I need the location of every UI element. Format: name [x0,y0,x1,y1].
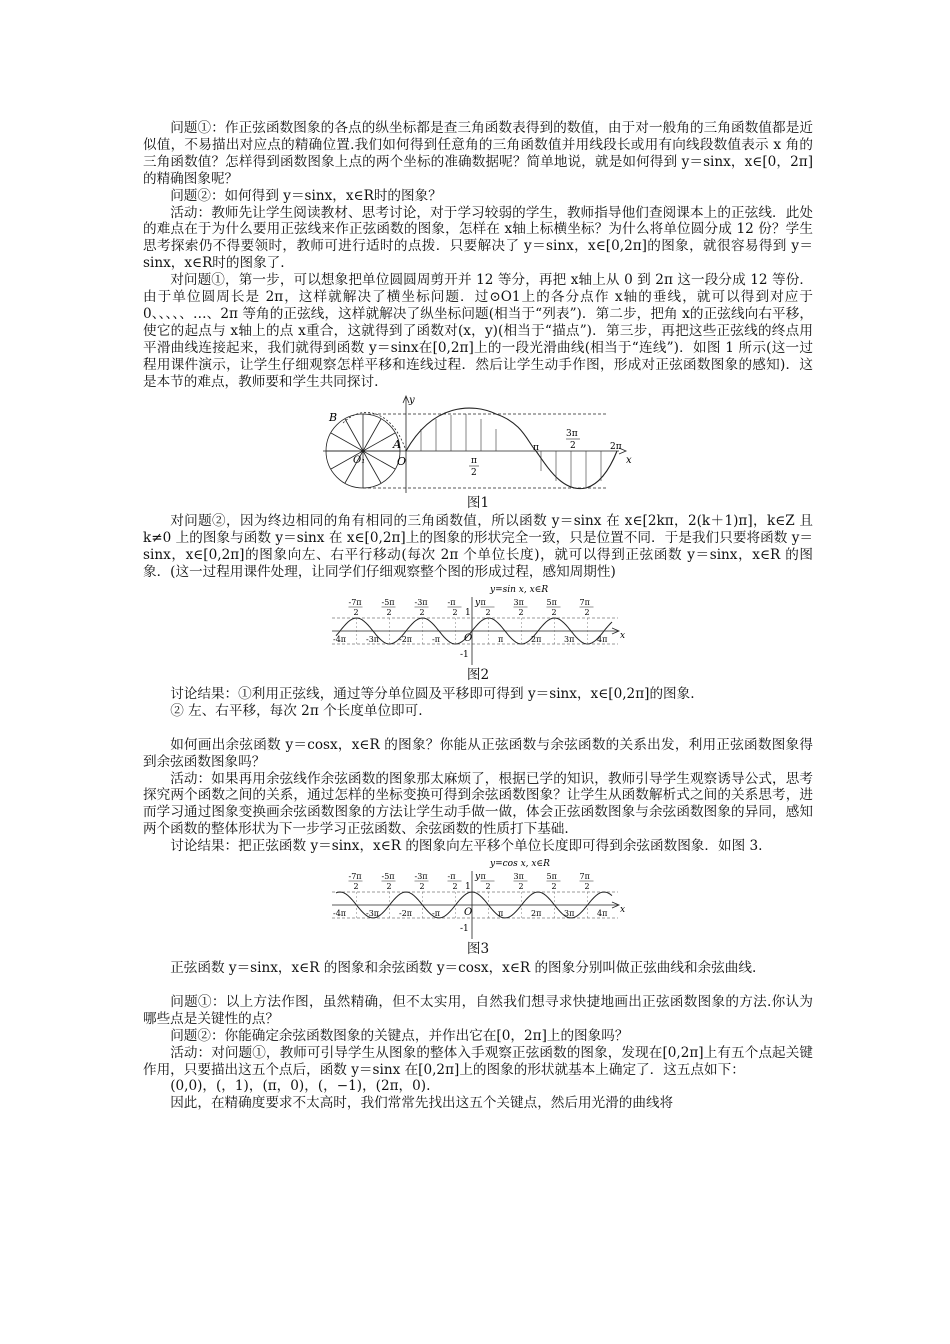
tick-label-top: π [480,872,486,882]
tick-label-top: -7π [348,598,362,608]
tick-label-top: -7π [348,872,362,882]
tick-label-top: -π [447,598,456,608]
sine-curve [406,408,617,489]
tick-label-top: 7π [579,598,590,608]
paragraph: ② 左、右平移，每次 2π 个长度单位即可. [170,702,423,719]
tick-pi: π [533,442,539,453]
fig3-title: y=cos x, x∈R [490,859,550,870]
tick-label-top-den: 2 [419,608,425,618]
tick-label-top-den: 2 [452,882,458,892]
tick-label-top-den: 2 [386,608,392,618]
fig2-title: y=sin x, x∈R [490,585,549,596]
tick-label-top: 3π [513,598,524,608]
tick-label-top: 5π [546,872,557,882]
tick-3pi-num: 3π [566,428,578,439]
tick-label-bottom: 3π [564,635,575,645]
tick-label-top: 5π [546,598,557,608]
label-x: x [620,631,626,642]
figure-3-cosine-curve [328,857,628,941]
label-y: y [475,598,481,609]
paragraph: 对问题①，第一步，可以想象把单位圆圆周剪开并 12 等分，再把 x轴上从 0 到 2π 这一段分成 12 等份．由于单位圆周长是 2π，这样就解决了横坐标问题．过⊙O1上的各分点作 x轴的垂线，就可以得到对应于 0、、、、、…、2π 等角的正弦线，这样就解决了纵坐标问题(相当于“列表”)．第二步，把角 x的正弦线向右平移，使它的起点与 x轴上的点 x重合，这就得到了函数对(x，y)(相当于“描点”)．第三步，再把这些正弦线的终点用平滑曲线连接起来，我们就得到函数 y＝sinx在[0,2π]上的一段光滑曲线(相当于“连线”)．如图 1 所示(这一过程用课件演示，让学生仔细观察怎样平移和连线过程．然后让学生动手作图，形成对正弦函数图象的感知)．这是本节的难点，教师要和学生共同探讨. [143,272,813,390]
tick-label-bottom: -2π [399,635,413,645]
paragraph: 活动：如果再用余弦线作余弦函数的图象那太麻烦了，根据已学的知识，教师引导学生观察诱导公式，思考探究两个函数之间的关系，通过怎样的坐标变换可得到余弦函数图象？让学生从函数解析式之间的关系思考，进而学习通过图象变换画余弦函数图象的方法让学生动手做一做，体会正弦函数图象与余弦函数图象的异同，感知两个函数的整体形状为下一步学习正弦函数、余弦函数的性质打下基础. [143,770,813,838]
tick-pi2-den: 2 [471,467,477,478]
figure-caption: 图1 [466,494,490,511]
tick-label-bottom: -4π [333,635,347,645]
figure-caption: 图3 [466,941,490,958]
paragraph: 讨论结果：①利用正弦线，通过等分单位圆及平移即可得到 y＝sinx，x∈[0,2π]的图象. [170,685,695,702]
paragraph: 问题①：以上方法作图，虽然精确，但不太实用，自然我们想寻求快捷地画出正弦函数图象的方法.你认为哪些点是关键性的点？ [143,993,813,1027]
tick-label-top-den: 2 [386,882,392,892]
tick-label-bottom: -3π [366,909,380,919]
paragraph: 问题①：作正弦函数图象的各点的纵坐标都是查三角函数表得到的数值，由于对一般角的三角函数值都是近似值，不易描出对应点的精确位置.我们如何得到任意角的三角函数值并用线段长或用有向线段数值表示 x 角的三角函数值？怎样得到函数图象上点的两个坐标的准确数据呢？简单地说，就是如何得到 y＝sinx，x∈[0，2π]的精确图象呢？ [143,120,813,187]
tick-label-top: -3π [414,598,428,608]
paragraph: 讨论结果：把正弦函数 y＝sinx，x∈R 的图象向左平移个单位长度即可得到余弦函数图象．如图 3. [170,838,763,855]
label-o1: O₁ [353,454,366,466]
label-y: y [409,394,415,406]
tick-label-top: -5π [381,872,395,882]
tick-label-bottom: 2π [531,909,542,919]
tick-label-bottom: 4π [597,635,608,645]
tick-label-top-den: 2 [584,608,590,618]
paragraph: 问题②：你能确定余弦函数图象的关键点，并作出它在[0，2π]上的图象吗？ [170,1027,629,1044]
paragraph: 活动：对问题①，教师可引导学生从图象的整体入手观察正弦函数的图象，发现在[0,2π]上有五个点起关键作用，只要描出这五个点后，函数 y＝sinx 在[0,2π]上的图象的形状就基本上确定了．这五点如下： [143,1044,813,1078]
label-neg-one: -1 [460,650,469,661]
label-a: A [393,437,401,451]
tick-label-top-den: 2 [419,882,425,892]
label-x: x [626,454,632,466]
tick-label-top-den: 2 [485,882,491,892]
tick-label-bottom: -π [432,635,440,645]
label-y: y [475,872,481,883]
label-o: O [397,454,407,468]
tick-label-top-den: 2 [353,882,359,892]
label-neg-one: -1 [460,924,469,935]
tick-label-bottom: 3π [564,909,575,919]
tick-label-top: -3π [414,872,428,882]
figure-2-sine-curve [328,583,628,667]
tick-3pi-den: 2 [570,440,576,451]
tick-label-bottom: -π [432,909,440,919]
tick-label-top: -π [447,872,456,882]
label-one: 1 [465,608,471,619]
tick-label-top-den: 2 [584,882,590,892]
paragraph: 活动：教师先让学生阅读教材、思考讨论，对于学习较弱的学生，教师指导他们查阅课本上的正弦线．此处的难点在于为什么要用正弦线来作正弦函数的图象，怎样在 x轴上标横坐标？为什么将单位圆分成 12 份？学生思考探索仍不得要领时，教师可进行适时的点拨．只要解决了 y＝sinx，x∈[0,2π]的图象，就很容易得到 y＝sinx，x∈R时的图象了. [143,204,813,272]
label-b: B [329,410,338,424]
tick-pi2-num: π [471,455,477,466]
label-o: O [464,633,473,645]
tick-label-bottom: π [498,635,504,645]
tick-label-top-den: 2 [452,608,458,618]
label-one: 1 [465,882,471,893]
tick-label-top: -5π [381,598,395,608]
tick-label-bottom: 4π [597,909,608,919]
paragraph: (0,0)，(，1)，(π，0)，(，−1)，(2π，0). [170,1078,431,1095]
paragraph: 如何画出余弦函数 y＝cosx，x∈R 的图象？你能从正弦函数与余弦函数的关系出发，利用正弦函数图象得到余弦函数图象吗？ [143,736,813,770]
tick-label-top-den: 2 [551,882,557,892]
paragraph: 正弦函数 y＝sinx，x∈R 的图象和余弦函数 y＝cosx，x∈R 的图象分别叫做正弦曲线和余弦曲线. [170,960,757,976]
paragraph: 问题②：如何得到 y＝sinx，x∈R时的图象？ [170,187,442,204]
tick-label-bottom: -4π [333,909,347,919]
tick-label-top-den: 2 [485,608,491,618]
figure-caption: 图2 [466,667,490,684]
tick-label-top: 7π [579,872,590,882]
tick-label-bottom: π [498,909,504,919]
label-o: O [464,907,473,919]
paragraph: 因此，在精确度要求不太高时，我们常常先找出这五个关键点，然后用光滑的曲线将 [170,1095,674,1112]
figure-1-sine-construction [323,393,633,495]
document-page [143,120,813,1112]
tick-label-top-den: 2 [518,608,524,618]
tick-label-bottom: -3π [366,635,380,645]
tick-2pi: 2π [610,441,622,452]
tick-label-top-den: 2 [518,882,524,892]
tick-label-bottom: -2π [399,909,413,919]
tick-label-bottom: 2π [531,635,542,645]
paragraph: 对问题②，因为终边相同的角有相同的三角函数值，所以函数 y＝sinx 在 x∈[2kπ，2(k＋1)π]，k∈Z 且 k≠0 上的图象与函数 y＝sinx 在 x∈[0,2π]上的图象的形状完全一致，只是位置不同．于是我们只要将函数 y＝sinx，x∈[0,2π]的图象向左、右平行移动(每次 2π 个单位长度)，就可以得到正弦函数 y＝sinx，x∈R 的图象．(这一过程用课件处理，让同学们仔细观察整个图的形成过程，感知周期性) [143,513,813,581]
tick-label-top-den: 2 [353,608,359,618]
tick-label-top: 3π [513,872,524,882]
label-x: x [620,905,626,916]
tick-label-top-den: 2 [551,608,557,618]
tick-label-top: π [480,598,486,608]
